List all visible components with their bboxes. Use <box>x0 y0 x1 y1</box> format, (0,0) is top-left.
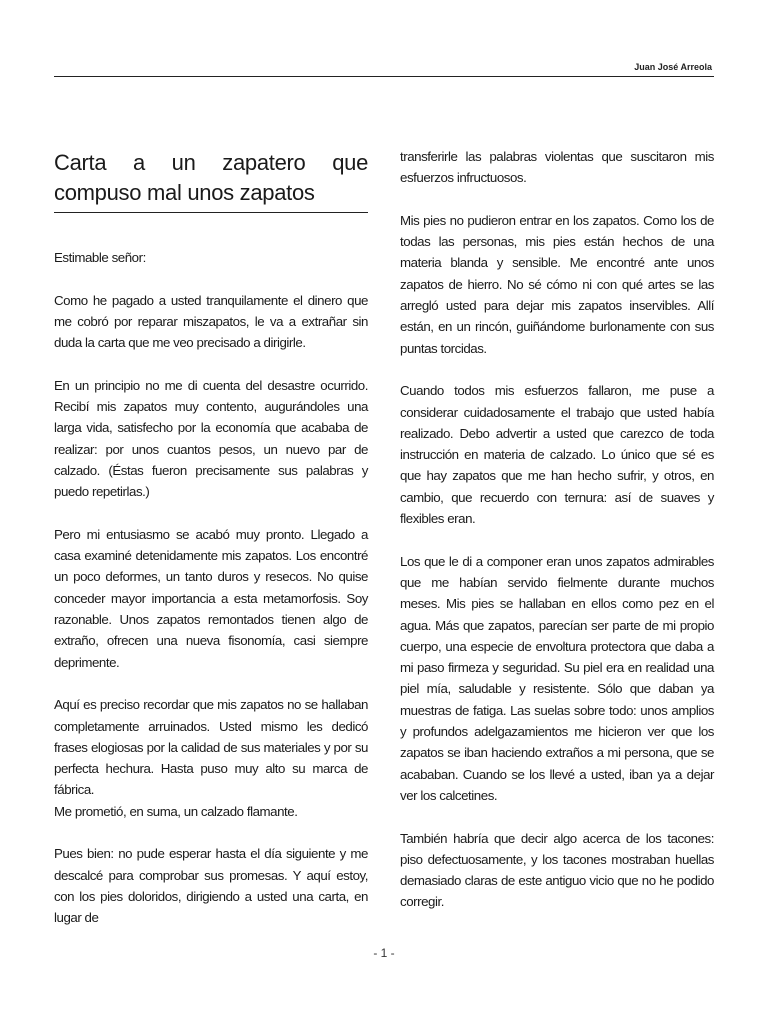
paragraph: Los que le di a componer eran unos zapatos admirables que me habían servido fielmente durante muchos meses. Mis pies se hallaban en ellos como pez en el agua. Más que zapatos, parecían ser parte de mi propio cuerpo, una especie de envoltura protectora que daba a mi paso firmeza y seguridad. Su piel era en realidad una piel mía, saludable y resistente. Sólo que daban ya muestras de fatiga. Las suelas sobre todo: unos amplios y profundos adelgazamientos me hicieron ver que los zapatos se iban haciendo extraños a mi persona, que se acababan. Cuando se los llevé a usted, iban ya a dejar ver los calcetines. <box>400 553 714 803</box>
paragraph: Me prometió, en suma, un calzado flamante. <box>54 803 298 819</box>
paragraph: Mis pies no pudieron entrar en los zapatos. Como los de todas las personas, mis pies están hechos de una materia blanda y sensible. Me encontré ante unos zapatos de hierro. No sé cómo ni con qué artes se las arregló usted para dejar mis zapatos inservibles. Allí están, en un rincón, guiñándome burlonamente con sus puntas torcidas. <box>400 212 714 356</box>
paragraph: También habría que decir algo acerca de los tacones: piso defectuosamente, y los tacones mostraban huellas demasiado claras de este antiguo vicio que no he podido corregir. <box>400 830 714 910</box>
paragraph: Pero mi entusiasmo se acabó muy pronto. Llegado a casa examiné detenidamente mis zapatos. Los encontré un poco deformes, un tanto duros y resecos. No quise conceder mayor importancia a esta metamorfosis. Soy razonable. Unos zapatos remontados tienen algo de extraño, ofrecen una nueva fisonomía, casi siempre deprimente. <box>54 526 368 670</box>
left-column <box>54 146 368 950</box>
page-title: Carta a un zapatero que compuso mal unos zapatos <box>54 148 368 213</box>
paragraph: Como he pagado a usted tranquilamente el dinero que me cobró por reparar miszapatos, le va a extrañar sin duda la carta que me veo precisado a dirigirle. <box>54 292 368 351</box>
paragraph: Aquí es preciso recordar que mis zapatos no se hallaban completamente arruinados. Usted mismo les dedicó frases elogiosas por la calidad de sus materiales y por su perfecta hechura. Hasta puso muy alto su marca de fábrica. <box>54 697 368 798</box>
paragraph: Estimable señor: <box>54 250 146 265</box>
paragraph: Cuando todos mis esfuerzos fallaron, me puse a considerar cuidadosamente el trabajo que usted había realizado. Debo advertir a usted que carezco de toda instrucción en materia de calzado. Lo único que sé es que hay zapatos que me han hecho sufrir, y otros, en cambio, que recuerdo con ternura: así de suaves y flexibles eran. <box>400 383 714 527</box>
header-rule <box>54 76 714 77</box>
paragraph: En un principio no me di cuenta del desastre ocurrido. Recibí mis zapatos muy contento, augurándoles una larga vida, satisfecho por la economía que acababa de realizar: por unos cuantos pesos, un nuevo par de calzado. (Éstas fueron precisamente sus palabras y puedo repetirlas.) <box>54 377 368 500</box>
paragraph: transferirle las palabras violentas que suscitaron mis esfuerzos infructuosos. <box>400 149 714 186</box>
right-column <box>400 146 714 934</box>
author-header: Juan José Arreola <box>634 62 712 72</box>
page-number: - 1 - <box>373 946 395 960</box>
paragraph: Pues bien: no pude esperar hasta el día siguiente y me descalcé para comprobar sus promesas. Y aquí estoy, con los pies doloridos, dirigiendo a usted una carta, en lugar de <box>54 846 368 926</box>
